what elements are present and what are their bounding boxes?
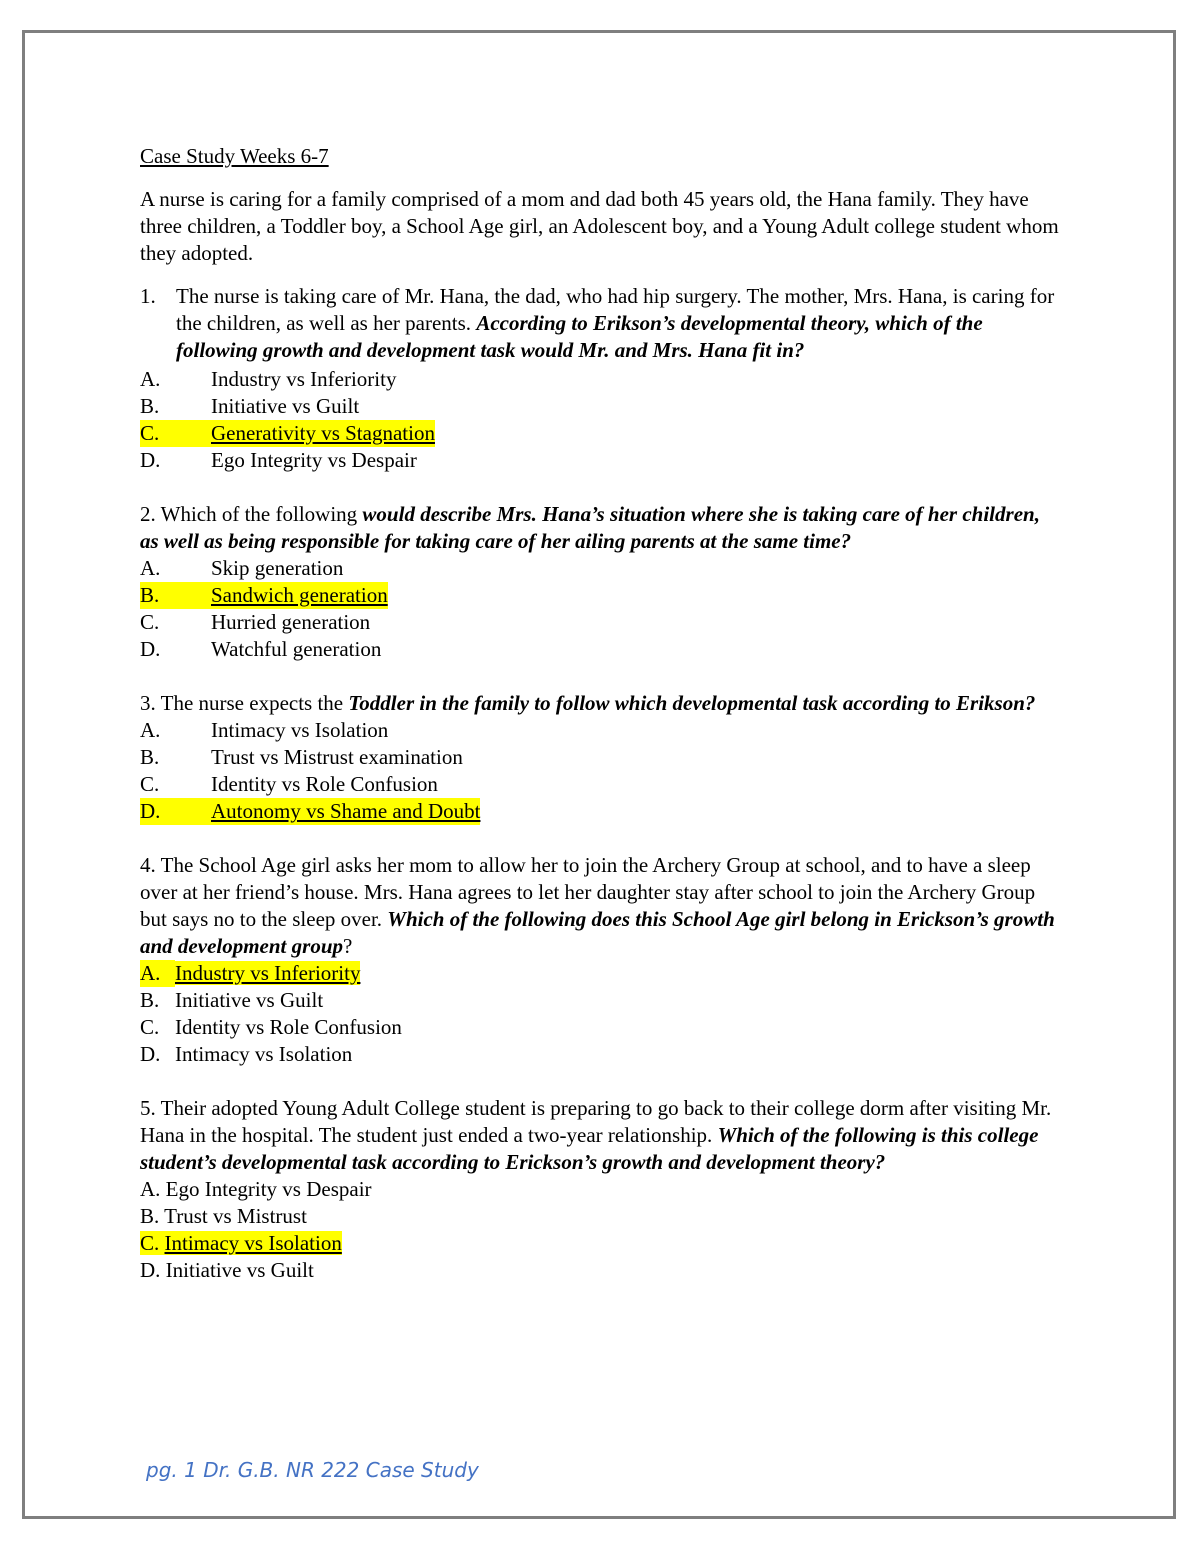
option-text: Identity vs Role Confusion [211, 772, 438, 796]
q5-option-d [140, 1257, 1060, 1284]
option-text: Identity vs Role Confusion [175, 1015, 402, 1039]
page-footer: pg. 1 Dr. G.B. NR 222 Case Study [146, 1458, 479, 1482]
q5-option-c-answer [140, 1230, 1060, 1257]
option-text: Industry vs Inferiority [211, 367, 397, 391]
option-text-highlighted: Generativity vs Stagnation [211, 421, 435, 445]
question-4-plain: 4. The School Age girl asks her mom to allow her to join the Archery Group at school, and to have a sleep over at her friend’s house. Mrs. Hana agrees to let her daughter stay after school to join the Archery Group but says no to the sleep over. [140, 853, 1036, 931]
option-letter: B. [140, 988, 160, 1012]
q3-option-c [140, 771, 1060, 798]
q1-option-d [140, 447, 1060, 474]
page-title: Case Study Weeks 6-7 [140, 144, 329, 168]
q5-option-b [140, 1203, 1060, 1230]
option-text: Ego Integrity vs Despair [211, 448, 417, 472]
q3-option-d-answer [140, 798, 1060, 825]
question-4-end: ? [343, 934, 353, 958]
option-text: Ego Integrity vs Despair [165, 1177, 372, 1201]
question-3-bold: Toddler in the family to follow which developmental task according to Erikson? [348, 691, 1036, 715]
option-letter: C. [140, 1015, 160, 1039]
question-2-plain: 2. Which of the following [140, 502, 363, 526]
option-letter: C. [140, 610, 160, 634]
question-5-bold: Which of the following is this college student’s developmental task according to Erickson’s growth and development theory? [140, 1123, 1039, 1174]
option-letter: C. [140, 420, 211, 447]
question-4-bold: Which of the following does this School Age girl belong in Erickson’s growth and development group [140, 907, 1055, 958]
document-body [140, 143, 1060, 1284]
option-letter: A. [140, 556, 161, 580]
q2-option-a [140, 555, 1060, 582]
q2-option-c [140, 609, 1060, 636]
question-2-bold: would describe Mrs. Hana’s situation where she is taking care of her children, as well as being responsible for taking care of her ailing parents at the same time? [140, 502, 1040, 553]
option-letter: B. [140, 1204, 160, 1228]
option-letter: B. [140, 745, 160, 769]
option-text: Hurried generation [211, 610, 371, 634]
option-letter: D. [140, 798, 211, 825]
q4-option-b [140, 987, 1060, 1014]
question-1 [140, 283, 1060, 364]
question-1-number: 1. [140, 284, 156, 308]
q2-option-b-answer [140, 582, 1060, 609]
question-5-plain: 5. Their adopted Young Adult College student is preparing to go back to their college dorm after visiting Mr. Hana in the hospital. The student just ended a two-year relationship. [140, 1096, 1052, 1147]
option-text: Initiative vs Guilt [175, 988, 324, 1012]
question-1-bold: According to Erikson’s developmental theory, which of the following growth and development task would Mr. and Mrs. Hana fit in? [176, 311, 983, 362]
q1-option-c-answer [140, 420, 1060, 447]
q4-option-d [140, 1041, 1060, 1068]
option-letter: A. [140, 1177, 161, 1201]
option-letter: C. [140, 1231, 160, 1255]
question-5 [140, 1095, 1060, 1176]
q5-option-a [140, 1176, 1060, 1203]
option-letter: A. [140, 718, 161, 742]
option-text: Initiative vs Guilt [165, 1258, 314, 1282]
option-letter: B. [140, 394, 160, 418]
q3-option-a [140, 717, 1060, 744]
question-1-plain: The nurse is taking care of Mr. Hana, the dad, who had hip surgery. The mother, Mrs. Hana, is caring for the children, as well as her parents. [176, 284, 1055, 335]
q1-option-b [140, 393, 1060, 420]
option-text: Intimacy vs Isolation [211, 718, 389, 742]
q1-option-a [140, 366, 1060, 393]
q4-option-c [140, 1014, 1060, 1041]
option-letter: C. [140, 772, 160, 796]
option-text-highlighted: Industry vs Inferiority [175, 961, 361, 985]
question-1-text [176, 283, 1060, 364]
option-letter: D. [140, 1042, 161, 1066]
option-letter: A. [140, 367, 161, 391]
option-text: Trust vs Mistrust [164, 1204, 307, 1228]
option-letter: B. [140, 582, 211, 609]
question-4 [140, 852, 1060, 960]
option-text-highlighted: Intimacy vs Isolation [164, 1231, 342, 1255]
option-text: Watchful generation [211, 637, 382, 661]
option-text: Trust vs Mistrust examination [211, 745, 463, 769]
question-2 [140, 501, 1060, 555]
question-3-plain: 3. The nurse expects the [140, 691, 349, 715]
q3-option-b [140, 744, 1060, 771]
option-text-highlighted: Autonomy vs Shame and Doubt [211, 799, 481, 823]
option-letter: D. [140, 1258, 161, 1282]
option-text-highlighted: Sandwich generation [211, 583, 388, 607]
option-letter: D. [140, 637, 161, 661]
q2-option-d [140, 636, 1060, 663]
option-text: Skip generation [211, 556, 344, 580]
q4-option-a-answer [140, 960, 1060, 987]
option-letter: D. [140, 448, 161, 472]
option-letter: A. [140, 960, 175, 987]
question-3 [140, 690, 1060, 717]
option-text: Intimacy vs Isolation [175, 1042, 353, 1066]
option-text: Initiative vs Guilt [211, 394, 360, 418]
intro-paragraph: A nurse is caring for a family comprised of a mom and dad both 45 years old, the Hana family. They have three children, a Toddler boy, a School Age girl, an Adolescent boy, and a Young Adult college student whom they adopted. [140, 187, 1059, 265]
